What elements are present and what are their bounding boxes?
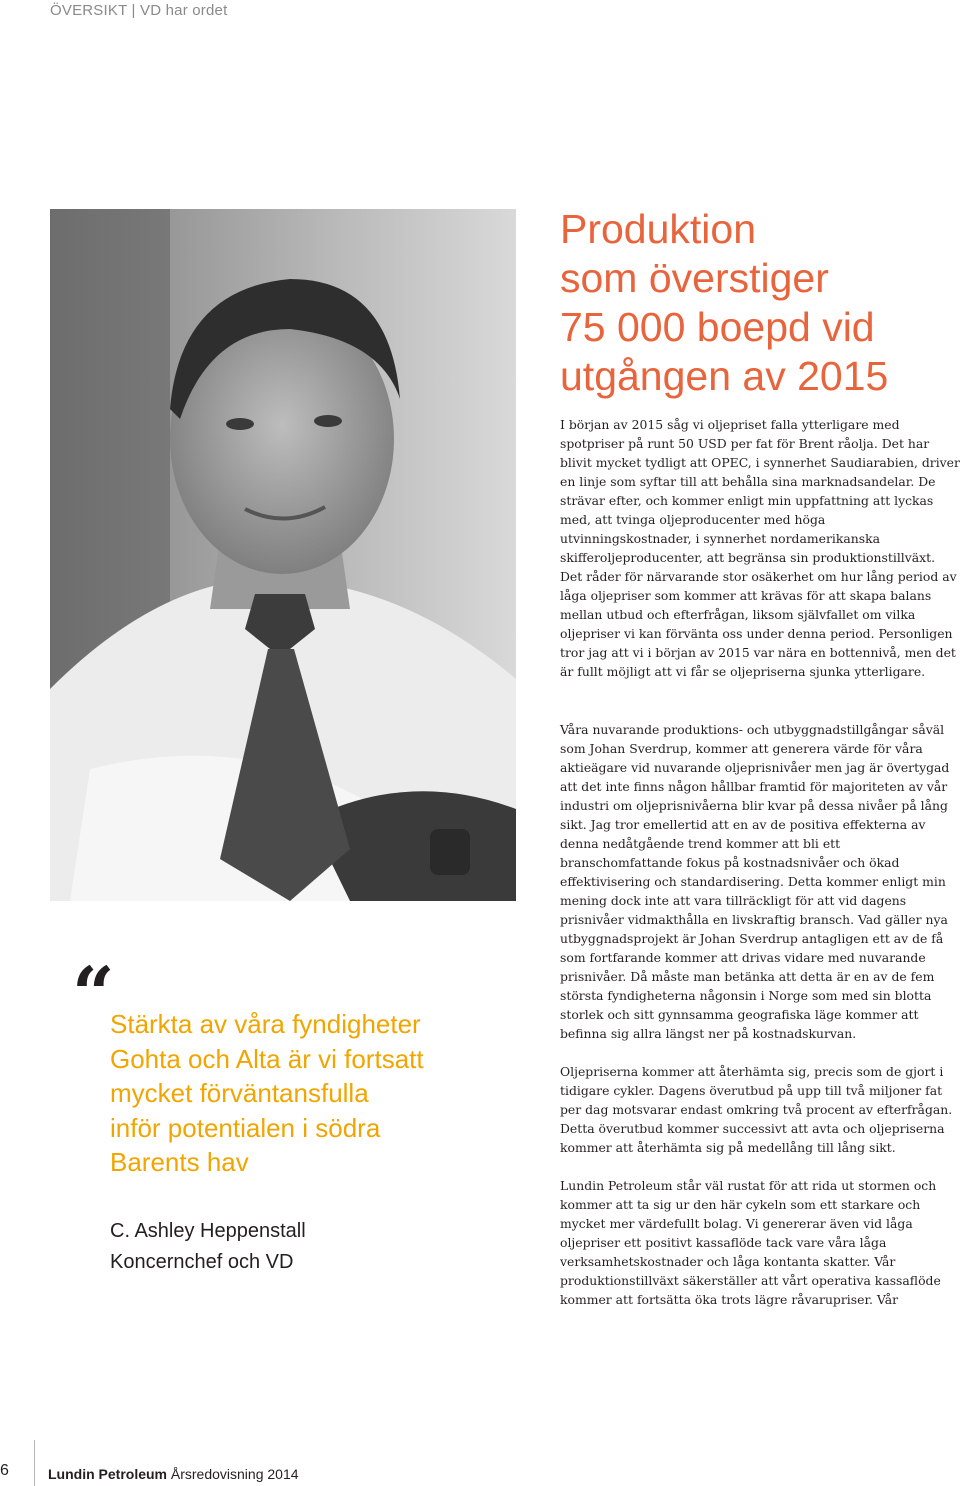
paragraph-text: Oljepriserna kommer att återhämta sig, precis som de gjort i tidigare cykler. Dagens överutbud på upp till två miljoner fat per dag motsvarar endast omkring två procent av efterfrågan. Detta överutbud kommer successivt att avta och oljepriserna kommer att återhämta sig på medellång till lång sikt. xyxy=(560,1064,953,1155)
ceo-portrait-photo xyxy=(50,209,516,901)
pull-quote-line: inför potentialen i södra xyxy=(110,1112,381,1143)
pull-quote-line: mycket förväntansfulla xyxy=(110,1078,369,1108)
quote-author-title: Koncernchef och VD xyxy=(110,1251,294,1273)
body-paragraph-1 xyxy=(560,415,960,681)
headline-line: Produktion xyxy=(560,206,757,252)
footer-brand: Lundin Petroleum xyxy=(48,1466,167,1482)
footer-publication: Årsredovisning 2014 xyxy=(170,1466,299,1482)
paragraph-text: Våra nuvarande produktions- och utbyggnadstillgångar såväl som Johan Sverdrup, kommer att generera värde för våra aktieägare vid nuvarande oljeprisnivåer men jag är övertygad att det inte finns någon hållbar framtid för majoriteten av vår industri om oljeprisnivåerna blir kvar på dessa nivåer på lång sikt. Jag tror emellertid att en av de positiva effekterna av denna nedåtgående trend kommer att bli ett branschomfattande fokus på kostnadsnivåer och ökad effektivisering och standardisering. Detta kommer enligt min mening dock inte att vara tillräckligt för att vid dagens prisnivåer vidmakthålla en livskraftig bransch. Vad gäller nya utbyggnadsprojekt är Johan Sverdrup antagligen ett av de få som fortfarande kommer att drivas vidare med nuvarande prisnivåer. Då måste man betänka att detta är en av de fem största fyndigheterna någonsin i Norge som med sin blotta storlek och sitt gynnsamma geografiska läge kommer att befinna sig allra längst ner på kostnadskurvan. xyxy=(560,722,950,1041)
pull-quote-line: Gohta och Alta är vi fortsatt xyxy=(110,1043,424,1074)
section-header: ÖVERSIKT | VD har ordet xyxy=(50,2,228,19)
paragraph-text: Lundin Petroleum står väl rustat för att rida ut stormen och kommer att ta sig ur den här cykeln som ett starkare och mycket mer värdefullt bolag. Vi genererar även vid låga oljepriser ett positivt kassaflöde tack vare våra låga verksamhetskostnader och låga kontanta skatter. Vår produktionstillväxt säkerställer att vårt operativa kassaflöde kommer att fortsätta öka trots lägre råvarupriser. Vår xyxy=(560,1178,941,1307)
paragraph-text: I början av 2015 såg vi oljepriset falla ytterligare med spotpriser på runt 50 USD per fat för Brent råolja. Det har blivit mycket tydligt att OPEC, i synnerhet Saudiarabien, driver en linje som syftar till att behålla sina marknadsandelar. De strävar efter, och kommer enligt min uppfattning att lyckas med, att tvinga oljeproducenter med höga utvinningskostnader, i synnerhet nordamerikanska skifferoljeproducenter, att begränsa sin produktionstillväxt. Det råder för närvarande stor osäkerhet om hur lång period av låga oljepriser som kommer att krävas för att skapa balans mellan utbud och efterfrågan, liksom självfallet om vilka oljepriser vi kan förvänta oss under denna period. Personligen tror jag att vi i början av 2015 var nära en bottennivå, men det är fullt möjligt att vi får se oljepriserna sjunka ytterligare. xyxy=(560,417,960,679)
body-paragraph-2 xyxy=(560,720,960,1043)
pull-quote-line: Barents hav xyxy=(110,1147,249,1177)
footer-divider xyxy=(34,1440,35,1486)
body-paragraph-3 xyxy=(560,1062,960,1157)
quote-author-name: C. Ashley Heppenstall xyxy=(110,1220,306,1242)
pull-quote xyxy=(110,1007,530,1180)
pull-quote-line: Stärkta av våra fyndigheter xyxy=(110,1009,421,1039)
headline xyxy=(560,205,950,401)
headline-line: som överstiger xyxy=(560,255,829,301)
page-number: 6 xyxy=(0,1462,9,1479)
footer xyxy=(48,1466,299,1482)
quote-mark-icon: “ xyxy=(72,952,115,1038)
body-paragraph-4 xyxy=(560,1176,960,1309)
headline-line: 75 000 boepd vid xyxy=(560,304,875,350)
headline-line: utgången av 2015 xyxy=(560,353,889,399)
